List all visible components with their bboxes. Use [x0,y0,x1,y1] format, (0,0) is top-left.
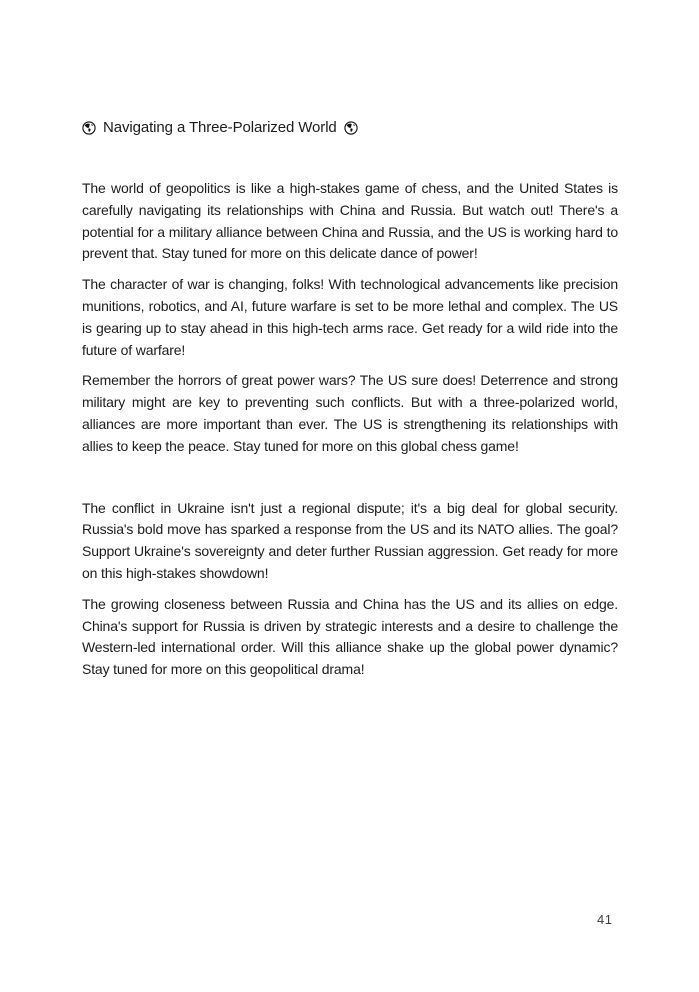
section-heading-text: Navigating a Three-Polarized World [103,119,337,136]
paragraph-deterrence-alliances: Remember the horrors of great power wars? The US sure does! Deterrence and strong military might are key to preventing such conflicts. But with a three-polarized world, alliances are more important than ever. The US is strengthening its relationships with allies to keep the peace. Stay tuned for more on this global chess game! [82,372,618,454]
paragraph-russia-china-closeness: The growing closeness between Russia and China has the US and its allies on edge. China's support for Russia is driven by strategic interests and a desire to challenge the Western-led international order. Will this alliance shake up the global power dynamic? Stay tuned for more on this geopolitical drama! [82,595,618,678]
globe-americas-icon [344,121,358,135]
paragraph-character-of-war: The character of war is changing, folks! With technological advancements like precision munitions, robotics, and AI, future warfare is set to be more lethal and complex. The US is gearing up to stay ahead in this high-tech arms race. Get ready for a wild ride into the future of warfare! [82,276,618,358]
body-text [82,178,618,690]
paragraph-ukraine-conflict: The conflict in Ukraine isn't just a regional dispute; it's a big deal for global security. Russia's bold move has sparked a response from the US and its NATO allies. The goal? Support Ukraine's sovereignty and deter further Russian aggression. Get ready for more on this high-stakes showdown! [82,499,618,581]
page-number: 41 [597,912,613,927]
paragraph-geopolitics-chess: The world of geopolitics is like a high-stakes game of chess, and the United States is carefully navigating its relationships with China and Russia. But watch out! There's a potential for a military alliance between China and Russia, and the US is working hard to prevent that. Stay tuned for more on this delicate dance of power! [82,180,618,262]
globe-americas-icon [82,121,96,135]
section-heading [82,119,358,136]
